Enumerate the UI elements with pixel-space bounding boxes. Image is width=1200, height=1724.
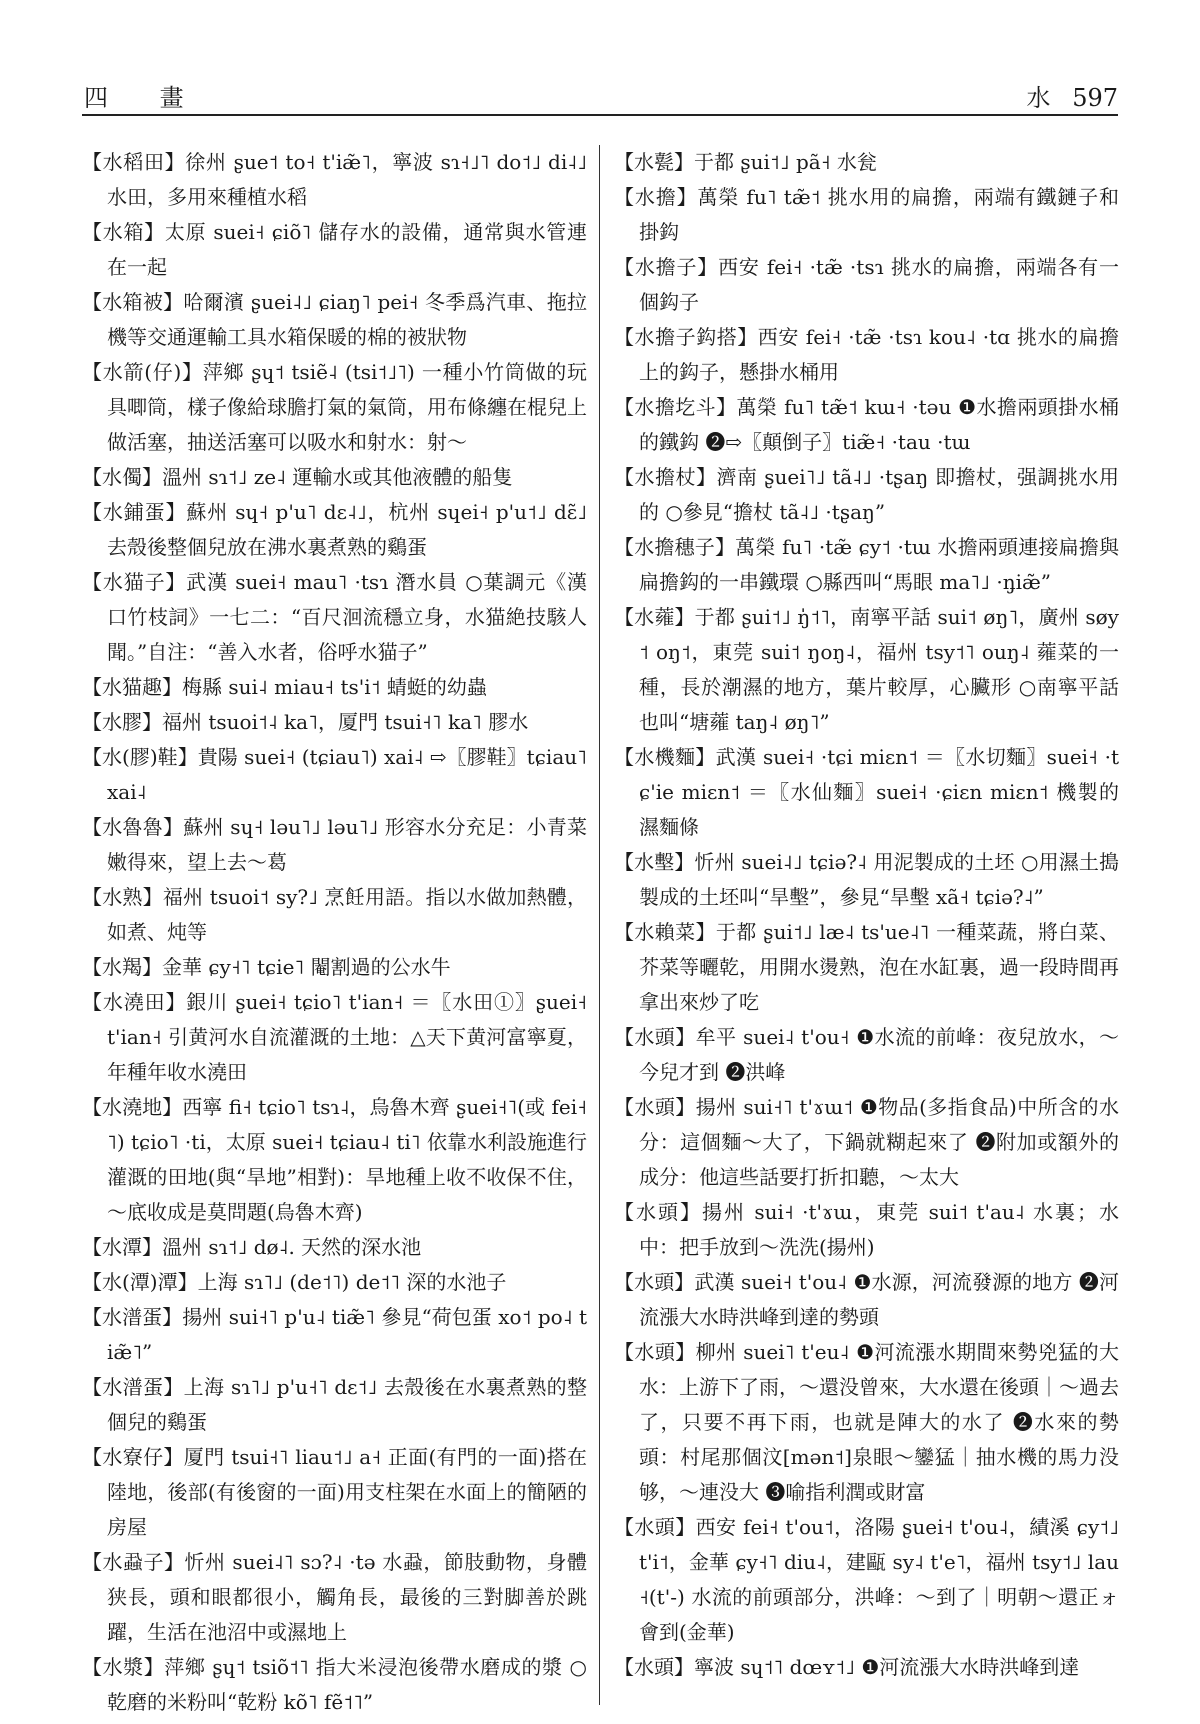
dictionary-entry: 【水㒔】溫州 sɿ˦˩ ze˨ 運輸水或其他液體的船隻 (82, 465, 513, 489)
dictionary-entry: 【水擔】萬榮 fu˥ tæ̃˦ 挑水用的扁擔，兩端有鐵鏈子和掛鈎 (614, 185, 1119, 244)
dictionary-entry: 【水擔穗子】萬榮 fu˥ ·tæ̃ ɕy˦ ·tɯ 水擔兩頭連接扁擔與扁擔鈎的一串鐵環 ○縣西叫“馬眼 ma˥˩ ·n̡iæ̃” (614, 535, 1119, 594)
dictionary-entry: 【水寮仔】厦門 tsui˧˥ liau˦˩ a˧ 正面(有門的一面)搭在陸地，後部(有後窗的一面)用支柱架在水面上的簡陋的房屋 (82, 1445, 587, 1539)
dictionary-entry: 【水墼】忻州 suei˨˩ tɕiə?˨ 用泥製成的土坯 ○用濕土搗製成的土坯叫“旱墼”，參見“旱墼 xã˧ tɕiə?˨” (614, 850, 1119, 909)
dictionary-entry: 【水澆田】銀川 ʂuei˧ tɕio˥ t'ian˧ ＝〖水田①〗ʂuei˧ t'ian˧ 引黄河水自流灌溉的土地：△天下黄河富寧夏，年種年收水澆田 (82, 990, 587, 1084)
dictionary-entry: 【水賴菜】于都 ʂui˦˩ læ˨ ts'ue˨˥ 一種菜蔬，將白菜、芥菜等曬乾，用開水燙熟，泡在水缸裏，過一段時間再拿出來炒了吃 (614, 920, 1119, 1014)
page-header (82, 78, 1118, 116)
dictionary-entry: 【水箱被】哈爾濱 ʂuei˨˩ ɕiaŋ˥ pei˧ 冬季爲汽車、拖拉機等交通運輸工具水箱保暖的棉的被狀物 (82, 290, 587, 349)
dictionary-entry: 【水稻田】徐州 ʂue˦ to˧ t'iæ̃˥，寧波 sɿ˧˩˥ do˦˩ di˨˩ 水田，多用來種植水稻 (82, 150, 587, 209)
dictionary-entry: 【水鋪蛋】蘇州 sɥ˧ p'u˥ dɛ˨˩，杭州 sɥei˧ p'u˦˩ dɛ̃˩ 去殼後整個兒放在沸水裏煮熟的鷄蛋 (82, 500, 587, 559)
column-divider (599, 145, 600, 1705)
left-column (82, 145, 587, 1720)
dictionary-entry: 【水頭】牟平 suei˨ t'ou˧ ❶水流的前峰：夜兒放水，～今兒才到 ❷洪峰 (614, 1025, 1119, 1084)
dictionary-entry: 【水潽蛋】上海 sɿ˥˩ p'u˧˥ dɛ˦˩ 去殼後在水裏煮熟的整個兒的鷄蛋 (82, 1375, 587, 1434)
dictionary-entry: 【水擔圪斗】萬榮 fu˥ tæ̃˦ kɯ˧ ·təu ❶水擔兩頭掛水桶的鐵鈎 ❷⇨〖顛倒子〗tiæ̃˧ ·tau ·tɯ (614, 395, 1119, 454)
dictionary-entry: 【水猫子】武漢 suei˧ mau˥ ·tsɿ 潛水員 ○葉調元《漢口竹枝詞》一七二：“百尺洄流穩立身，水猫絶技駭人聞。”自注：“善入水者，俗呼水猫子” (82, 570, 587, 664)
dictionary-body (82, 145, 1119, 1714)
dictionary-entry: 【水擔子】西安 fei˧ ·tæ̃ ·tsɿ 挑水的扁擔，兩端各有一個鈎子 (614, 255, 1119, 314)
dictionary-entry: 【水潭】溫州 sɿ˦˩ dø˨. 天然的深水池 (82, 1235, 422, 1259)
dictionary-entry: 【水漿】萍鄉 ʂɥ˦ tsiõ˦˥ 指大米浸泡後帶水磨成的漿 ○乾磨的米粉叫“乾粉 kõ˥ fẽ˦˥” (82, 1655, 587, 1714)
dictionary-entry: 【水頭】揚州 sui˧˥ t'ɤɯ˦ ❶物品(多指食品)中所含的水分：這個麵～大了，下鍋就糊起來了 ❷附加或額外的成分：他這些話要打折扣聽，～太大 (614, 1095, 1119, 1189)
dictionary-entry: 【水澆地】西寧 fi˧ tɕio˥ tsɿ˨，烏魯木齊 ʂuei˧˥(或 fei˧˥) tɕio˥ ·ti，太原 suei˧ tɕiau˨ ti˥ 依靠水利設施進行灌溉的田地(與“旱地”相對)：旱地種上收不收保不住，～底收成是莫問題(烏魯木齊) (82, 1095, 587, 1224)
dictionary-entry: 【水頭】西安 fei˧ t'ou˦，洛陽 ʂuei˧ t'ou˨，績溪 ɕy˦˩ t'i˦，金華 ɕy˧˥ diu˨，建甌 sy˨ t'e˥，福州 tsy˦˩ lau˧(t'-) 水流的前頭部分，洪峰：～到了｜明朝～還正ォ會到(金華) (614, 1515, 1119, 1644)
dictionary-entry: 【水蝨子】忻州 suei˨˥ sɔ?˨ ·tə 水蝨，節肢動物，身體狭長，頭和眼都很小，觸角長，最後的三對脚善於跳躍，生活在池沼中或濕地上 (82, 1550, 587, 1644)
dictionary-entry: 【水魯魯】蘇州 sɥ˧ ləu˥˩ ləu˥˩ 形容水分充足：小青菜嫩得來，望上去～葛 (82, 815, 587, 874)
dictionary-entry: 【水蕹】于都 ʂui˦˩ ŋ̍˦˥，南寧平話 sui˦ øŋ˥，廣州 søy˦ oŋ˦，東莞 sui˦ ŋoŋ˨，福州 tsy˦˥ ouŋ˨ 蕹菜的一種，長於潮濕的地方，葉片較厚，心臟形 ○南寧平話也叫“塘蕹 taŋ˨ øŋ˥” (614, 605, 1119, 734)
dictionary-entry: 【水頭】武漢 suei˧ t'ou˨ ❶水源，河流發源的地方 ❷河流漲大水時洪峰到達的勢頭 (614, 1270, 1119, 1329)
section-label: 四 畫 (84, 84, 206, 112)
dictionary-entry: 【水(潭)潭】上海 sɿ˥˩ (de˦˥) de˦˥ 深的水池子 (82, 1270, 507, 1294)
dictionary-entry: 【水頭】柳州 suei˥ t'eu˨ ❶河流漲水期間來勢兇猛的大水：上游下了雨，～還没曾來，大水還在後頭｜～過去了，只要不再下雨，也就是陣大的水了 ❷水來的勢頭：村尾那個汶[mən˦]泉眼～鑾猛｜抽水機的馬力没够，～連没大 ❸喻指利潤或財富 (614, 1340, 1119, 1504)
dictionary-entry: 【水潽蛋】揚州 sui˧˥ p'u˨ tiæ̃˥ 參見“荷包蛋 xo˦ po˨ tiæ̃˥” (82, 1305, 587, 1364)
dictionary-entry: 【水頭】揚州 sui˧ ·t'ɤɯ，東莞 sui˦ t'au˨ 水裏；水中：把手放到～洗洗(揚州) (614, 1200, 1119, 1259)
dictionary-entry: 【水箭(仔)】萍鄉 ʂɥ˦ tsiẽ˨ (tsi˦˩˥) 一種小竹筒做的玩具唧筒，樣子像給球膽打氣的氣筒，用布條纏在棍兒上做活塞，抽送活塞可以吸水和射水：射～ (82, 360, 587, 454)
page-number: 597 (1072, 84, 1118, 112)
dictionary-entry: 【水頭】寧波 sɥ˦˥ dœʏ˦˩ ❶河流漲大水時洪峰到達 (614, 1655, 1080, 1679)
dictionary-entry: 【水(膠)鞋】貴陽 suei˧ (tɕiau˥) xai˨ ⇨〖膠鞋〗tɕiau˥ xai˨ (82, 745, 587, 804)
head-char: 水 (1026, 84, 1051, 112)
dictionary-entry: 【水猫趣】梅縣 sui˨ miau˧ ts'i˦ 蜻蜓的幼蟲 (82, 675, 487, 699)
dictionary-entry: 【水羯】金華 ɕy˧˥ tɕie˥ 閹割過的公水牛 (82, 955, 451, 979)
dictionary-entry: 【水機麵】武漢 suei˧ ·tɕi miɛn˦ ＝〖水切麵〗suei˧ ·tɕ'ie miɛn˦ ＝〖水仙麵〗suei˧ ·ɕiɛn miɛn˦ 機製的濕麵條 (614, 745, 1119, 839)
dictionary-entry: 【水甏】于都 ʂui˦˩ pã˧ 水瓮 (614, 150, 877, 174)
dictionary-entry: 【水箱】太原 suei˧ ɕiõ˥ 儲存水的設備，通常與水管連在一起 (82, 220, 587, 279)
dictionary-entry: 【水擔杖】濟南 ʂuei˥˩ tã˨˩ ·tʂaŋ 即擔杖，强調挑水用的 ○參見“擔杖 tã˨˩ ·tʂaŋ” (614, 465, 1119, 524)
right-column (614, 145, 1119, 1685)
dictionary-entry: 【水膠】福州 tsuoi˦˨ ka˥，厦門 tsui˧˥ ka˥ 膠水 (82, 710, 529, 734)
running-head (1013, 78, 1118, 113)
dictionary-entry: 【水熟】福州 tsuoi˦ sy?˩ 烹飪用語。指以水做加熱體，如煮、炖等 (82, 885, 587, 944)
dictionary-entry: 【水擔子鈎搭】西安 fei˧ ·tæ̃ ·tsɿ kou˨ ·tɑ 挑水的扁擔上的鈎子，懸掛水桶用 (614, 325, 1119, 384)
